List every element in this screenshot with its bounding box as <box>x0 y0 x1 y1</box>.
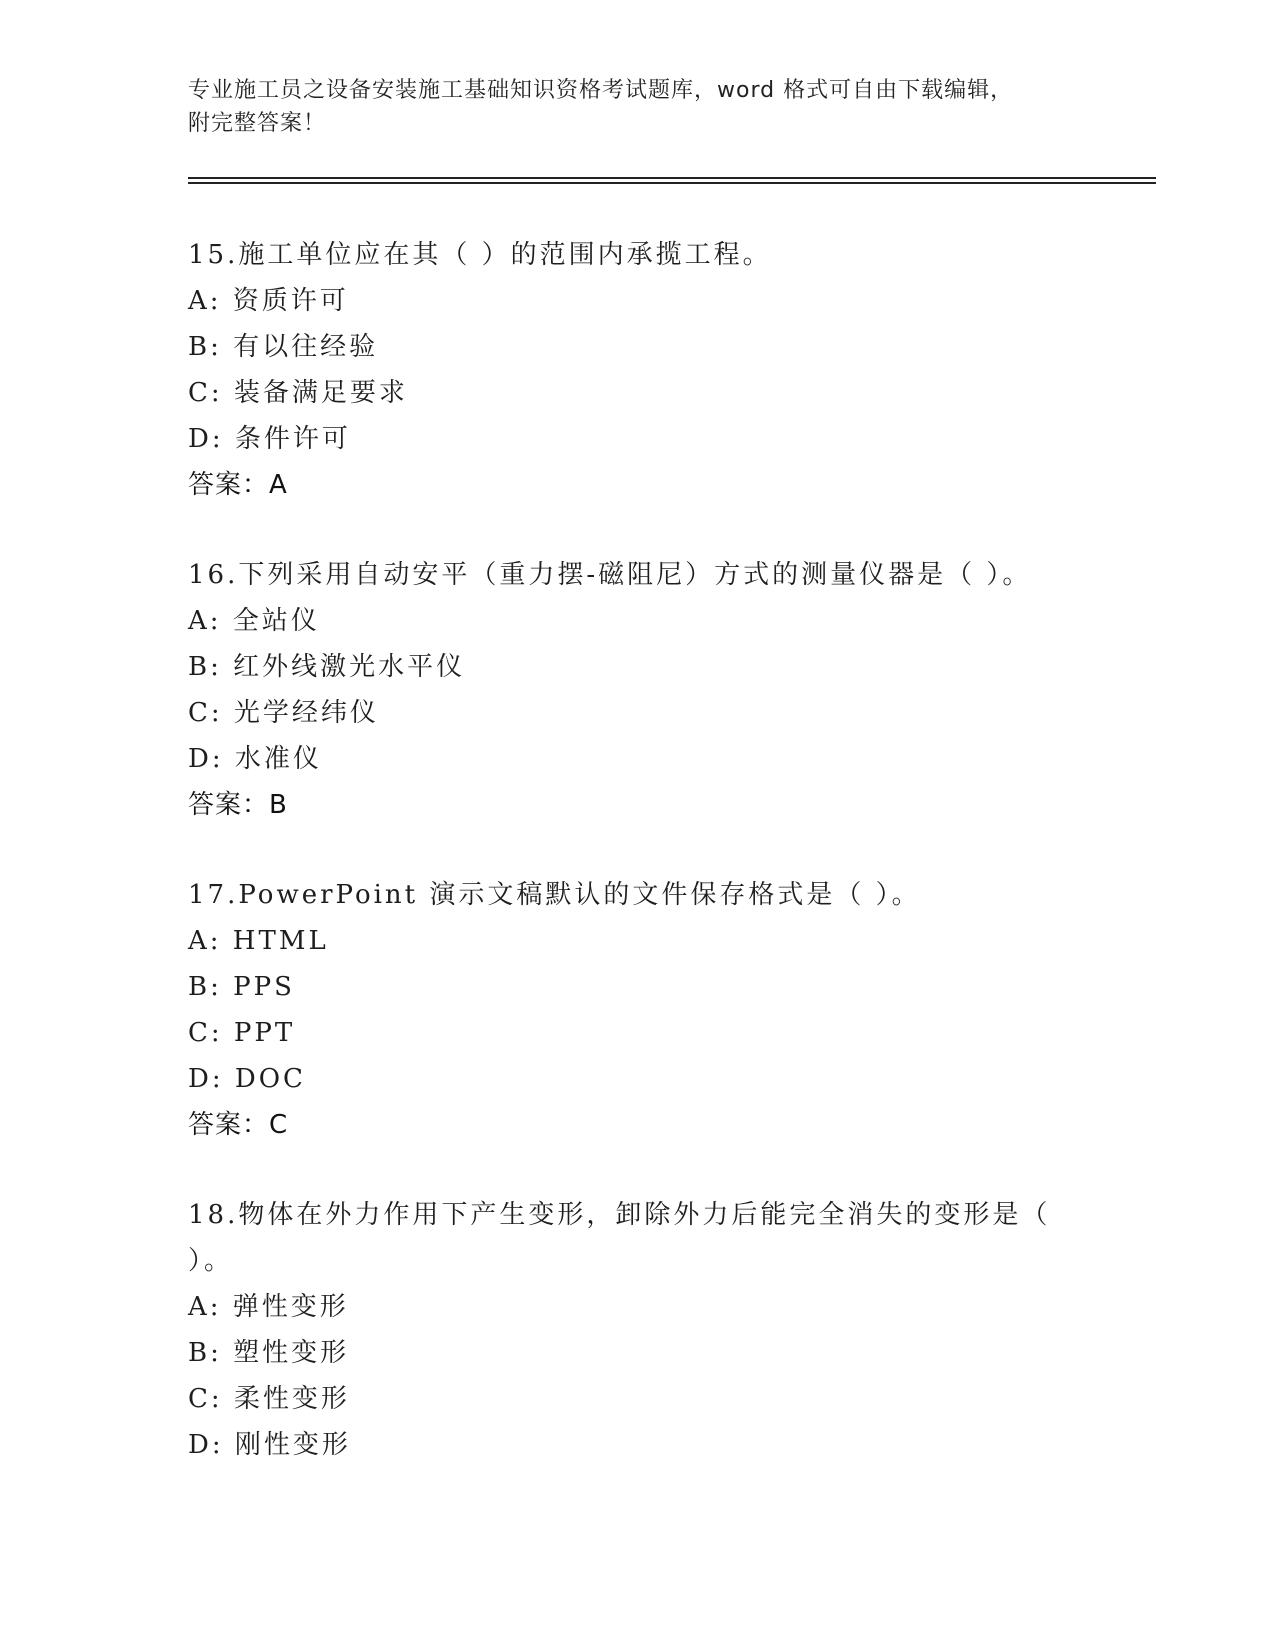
option-b: B: 红外线激光水平仪 <box>188 652 466 682</box>
question-17 <box>188 872 1068 1148</box>
answer-line: 答案：C <box>188 1110 289 1140</box>
question-stem: 17.PowerPoint 演示文稿默认的文件保存格式是（ ）。 <box>188 880 921 910</box>
question-16 <box>188 552 1068 828</box>
question-stem: 16.下列采用自动安平（重力摆-磁阻尼）方式的测量仪器是（ ）。 <box>188 560 1032 590</box>
option-a: A: HTML <box>188 926 329 956</box>
option-d: D: 条件许可 <box>188 424 351 454</box>
question-stem: 15.施工单位应在其（ ）的范围内承揽工程。 <box>188 240 772 270</box>
question-stem-line-2: ）。 <box>188 1246 234 1276</box>
option-c: C: PPT <box>188 1018 296 1048</box>
option-a: A: 资质许可 <box>188 286 349 316</box>
option-a: A: 全站仪 <box>188 606 320 636</box>
option-d: D: DOC <box>188 1064 306 1094</box>
question-18 <box>188 1192 1068 1468</box>
option-d: D: 水准仪 <box>188 744 322 774</box>
header-divider-top <box>188 177 1156 179</box>
option-c: C: 光学经纬仪 <box>188 698 379 728</box>
option-b: B: PPS <box>188 972 295 1002</box>
document-header <box>188 74 1088 140</box>
answer-line: 答案：B <box>188 790 288 820</box>
header-divider-bottom <box>188 182 1156 184</box>
option-c: C: 柔性变形 <box>188 1384 350 1414</box>
question-15 <box>188 232 1068 508</box>
option-d: D: 刚性变形 <box>188 1430 351 1460</box>
option-b: B: 有以往经验 <box>188 332 379 362</box>
option-c: C: 装备满足要求 <box>188 378 408 408</box>
header-line-1: 专业施工员之设备安装施工基础知识资格考试题库，word 格式可自由下载编辑， <box>188 78 1014 103</box>
answer-line: 答案：A <box>188 470 288 500</box>
question-stem-line-1: 18.物体在外力作用下产生变形，卸除外力后能完全消失的变形是（ <box>188 1200 1051 1230</box>
header-line-2: 附完整答案！ <box>188 111 327 136</box>
option-b: B: 塑性变形 <box>188 1338 350 1368</box>
option-a: A: 弹性变形 <box>188 1292 349 1322</box>
